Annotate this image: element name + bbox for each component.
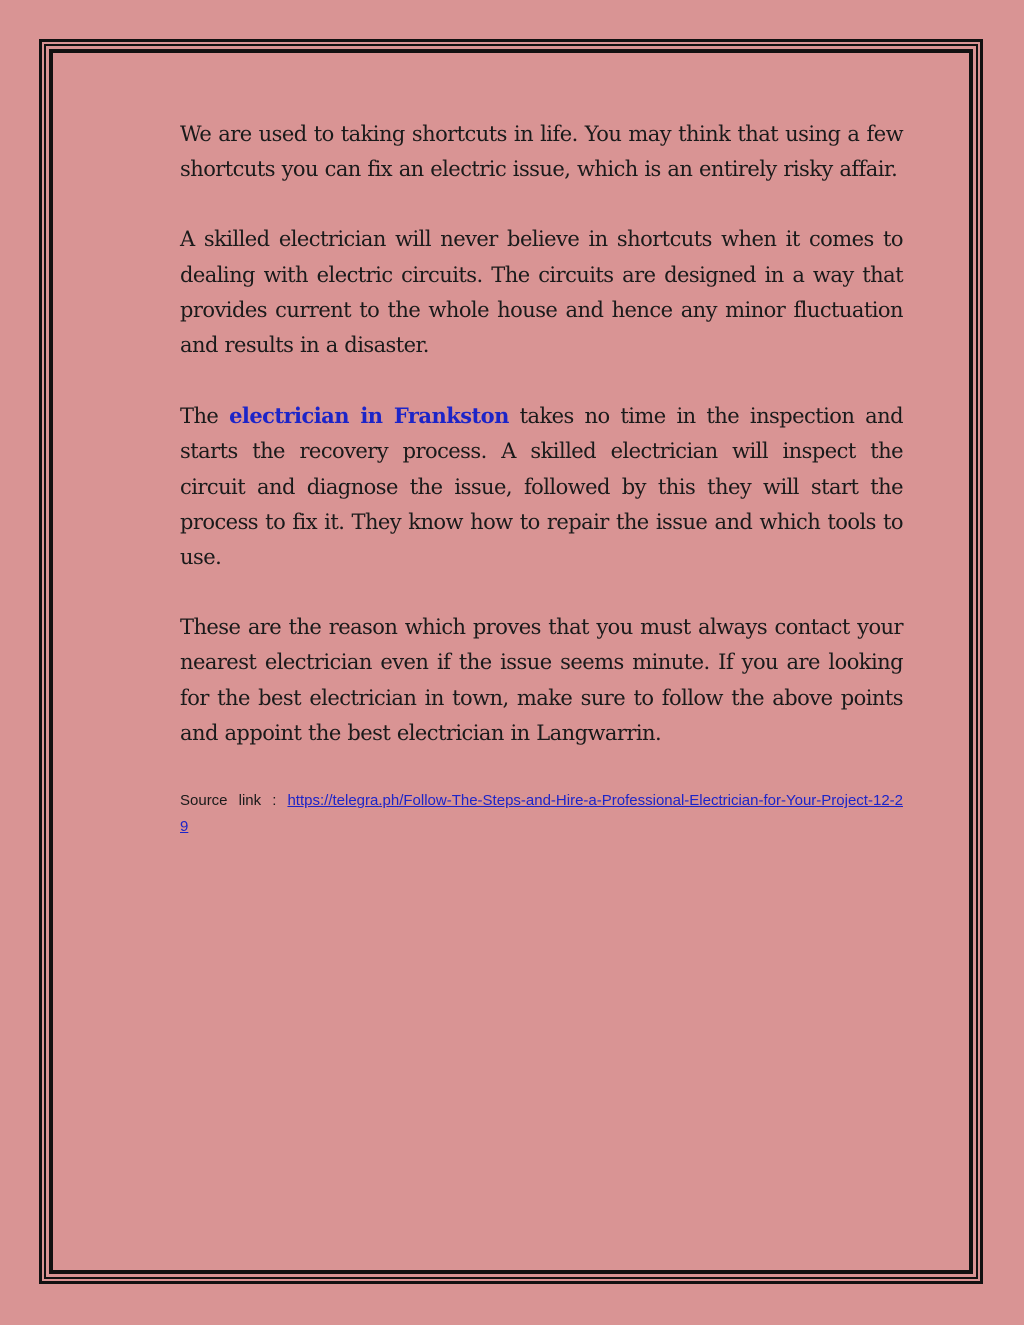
source-line	[180, 788, 903, 840]
source-label: Source link :	[180, 792, 288, 810]
paragraph-frankston-rest: takes no time in the inspection and starts the recovery process. A skilled electrician will inspect the circuit and diagnose the issue, followed by this they will start the process to fix it. They know how to repair the issue and which tools to use.	[180, 404, 903, 570]
paragraph-shortcuts: We are used to taking shortcuts in life. You may think that using a few shortcuts you can fix an electric issue, which is an entirely risky affair.	[180, 122, 903, 182]
source-link[interactable]: https://telegra.ph/Follow-The-Steps-and-Hire-a-Professional-Electrician-for-Your-Project-12-29	[180, 792, 903, 836]
paragraph-contact-electrician: These are the reason which proves that you must always contact your nearest electrician even if the issue seems minute. If you are looking for the best electrician in town, make sure to follow the above points and appoint the best electrician in Langwarrin.	[180, 615, 903, 745]
paragraph-frankston-intro: The	[180, 404, 230, 429]
paragraph-frankston	[180, 398, 903, 575]
paragraph-skilled-electrician: A skilled electrician will never believe in shortcuts when it comes to dealing with electric circuits. The circuits are designed in a way that provides current to the whole house and hence any minor fluctuation and results in a disaster.	[180, 227, 903, 358]
electrician-frankston-link[interactable]: electrician in Frankston	[229, 403, 509, 429]
article-body	[180, 117, 903, 840]
